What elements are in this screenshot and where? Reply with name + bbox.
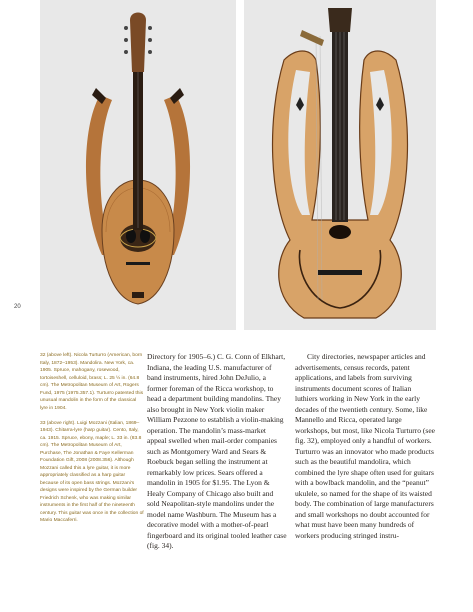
lyre-mandolin-photo	[40, 0, 236, 330]
body-paragraph: Directory for 1905–6.) C. G. Conn of Elkhart, Indiana, the leading U.S. manufacturer of band instruments, hired John DeJulio, a former foreman of the Ricca workshop, to head a department building mandolins. They also brought in New York violin maker William Pezzone to establish a violin-making operation. The mandolin’s mass-market appeal swelled when mail-order companies such as Montgomery Ward and Sears & Roebuck began selling the instrument at remarkably low prices. Sears offered a mandolin in 1905 for $1.95. The Lyon & Healy Company of Chicago also built and sold Neapolitan-style mandolins under the model name Washburn. The Museum has a decorative model with a mother-of-pearl fingerboard and its original tooled leather case (fig. 34).	[147, 352, 287, 550]
page-number: 20	[14, 304, 21, 310]
body-paragraph: City directories, newspaper articles and advertisements, census records, patent applications, and labels from surviving instruments document scores of Italian luthiers working in New York in the early decades of the twentieth century. Some, like Mannello and Ricca, operated large workshops, but most, like Nicola Turturro (see fig. 32), employed only a handful of workers. Turturro was an innovator who made products such as the beautiful mandolira, which combined the lyre shape often used for guitars with a bowlback mandolin, and the “peanut” ukulele, so named for the shape of its waisted body. The combination of large manufacturers and small workshops no doubt accounted for what must have been many hundreds of workers producing stringed instru-	[295, 352, 435, 540]
figure-captions	[40, 352, 144, 532]
figure-33-harp-guitar-photo	[244, 0, 436, 330]
caption-fig-32: 32 (above left). Nicola Turturro (American, born Italy, 1872–1953). Mandolira. New York, ca. 1905. Spruce, mahogany, rosewood, tortoiseshell, celluloid, brass; L. 25 ½ in. (64.8 cm). The Metropolitan Museum of Art, Rogers Fund, 1975 (1975.357.1). Turturro patented this unusual mandolin in the form of the classical lyre in 1904.	[40, 353, 144, 411]
figure-32-mandolira-photo	[40, 0, 236, 330]
body-column-1	[147, 352, 287, 552]
harp-guitar-photo	[244, 0, 436, 330]
caption-fig-33: 33 (above right). Luigi Mozzani (Italian, 1869–1943). Chitarra-lyre (harp guitar). Cento, Italy, ca. 1915. Spruce, ebony, maple; L. 33 in. (83.8 cm). The Metropolitan Museum of Art, Purchase, The Jonathan & Faye Kellerman Foundation Gift, 2008 (2008.356). Although Mozzani called this a lyre guitar, it is more appropriately classified as a harp guitar because of its open bass strings. Mozzani’s designs were inspired by the German builder Friedrich Schenk, who was making similar instruments in the first half of the nineteenth century. This guitar was once in the collection of Mario Maccaferri.	[40, 420, 144, 523]
body-column-2	[295, 352, 435, 541]
